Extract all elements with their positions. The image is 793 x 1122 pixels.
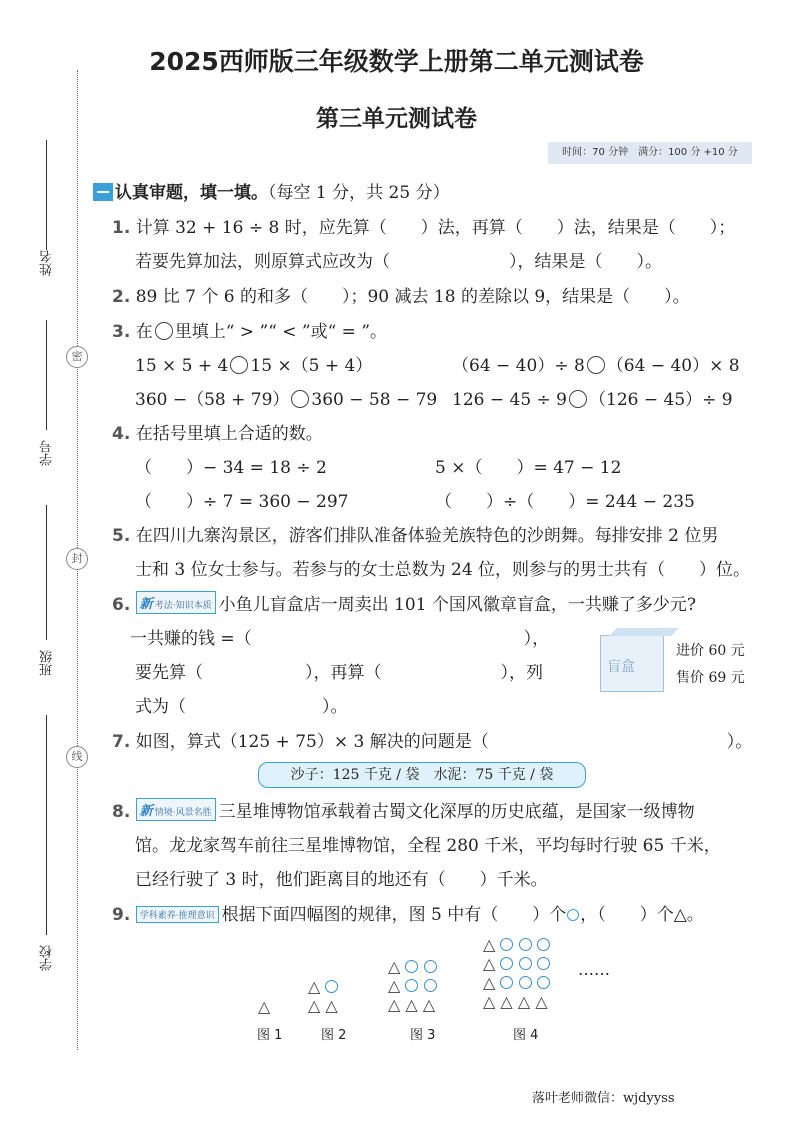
circle-icon — [519, 938, 532, 951]
student-id-underline — [46, 320, 47, 430]
small-circle-icon — [567, 909, 579, 921]
seal-feng: 封 — [66, 548, 88, 570]
fill-item-d: （ ）÷（ ）= 244 − 235 — [435, 492, 695, 512]
fill-item-b: 5 ×（ ）= 47 − 12 — [435, 458, 622, 478]
circle-icon — [519, 957, 532, 970]
materials-bar: 沙子：125 千克 / 袋 水泥：75 千克 / 袋 — [258, 762, 586, 788]
footer-contact: 落叶老师微信：wjdyyss — [532, 1091, 675, 1106]
question-number: 9. — [112, 905, 131, 925]
question-number: 2. — [112, 287, 131, 307]
figure-1 — [258, 997, 270, 1016]
triangle-icon: △ — [258, 997, 271, 1016]
compare-circle-icon — [155, 322, 173, 340]
triangle-icon: △ — [388, 957, 401, 976]
figure-4 — [483, 935, 550, 1011]
name-underline — [46, 140, 47, 250]
question-text: 小鱼儿盲盒店一周卖出 101 个国风徽章盲盒，一共赚了多少元? — [218, 595, 696, 615]
question-6-line-2: 一共赚的钱 =（ ）， — [130, 629, 550, 649]
question-text: 在括号里填上合适的数。 — [135, 424, 323, 444]
circle-icon — [537, 957, 550, 970]
triangle-icon: △ — [308, 977, 321, 996]
expr-right: 15 ×（5 + 4） — [250, 356, 373, 376]
figure-3 — [388, 957, 437, 1014]
figure-caption-3: 图 3 — [410, 1028, 436, 1043]
expr-left: 15 × 5 + 4 — [135, 356, 229, 376]
question-4 — [112, 419, 323, 444]
triangle-icon: △ — [388, 976, 401, 995]
figure-ellipsis: …… — [578, 960, 610, 979]
name-label: 姓名 — [40, 250, 55, 276]
circle-icon — [424, 960, 437, 973]
question-6 — [112, 590, 696, 615]
blind-box-image — [600, 635, 664, 692]
circle-icon — [325, 980, 338, 993]
answer-circle[interactable] — [569, 390, 587, 408]
question-tag: 学科素养·推理意识 — [136, 906, 219, 923]
expr-right: （64 − 40）× 8 — [606, 356, 740, 376]
expr-left: （64 − 40）÷ 8 — [452, 356, 585, 376]
circle-icon — [405, 960, 418, 973]
class-underline — [46, 505, 47, 640]
question-8 — [112, 797, 695, 822]
triangle-icon: △ — [405, 995, 418, 1014]
question-7 — [112, 727, 752, 752]
compare-item-c — [135, 385, 437, 410]
time-info: 时间：70 分钟 满分：100 分 +10 分 — [548, 142, 752, 164]
triangle-icon: △ — [388, 995, 401, 1014]
circle-icon — [537, 976, 550, 989]
tag-label: 考法·知识本质 — [154, 601, 212, 611]
question-text: 计算 32 + 16 ÷ 8 时，应先算（ ）法，再算（ ）法，结果是（ ）； — [135, 218, 736, 238]
question-text: 里填上“ > ”“ < ”或“ = ”。 — [174, 322, 388, 342]
question-9 — [112, 900, 704, 925]
page-title: 2025西师版三年级数学上册第二单元测试卷 — [149, 47, 644, 76]
question-text: 在四川九寨沟景区，游客们排队准备体验羌族特色的沙朗舞。每排安排 2 位男 — [135, 526, 719, 546]
circle-icon — [537, 938, 550, 951]
circle-icon — [500, 957, 513, 970]
triangle-icon: △ — [483, 992, 496, 1011]
question-number: 6. — [112, 595, 131, 615]
triangle-icon: △ — [535, 992, 548, 1011]
student-id-label: 学号 — [40, 440, 55, 466]
answer-circle[interactable] — [230, 356, 248, 374]
circle-icon — [500, 976, 513, 989]
circle-icon — [500, 938, 513, 951]
fill-item-a: （ ）− 34 = 18 ÷ 2 — [135, 458, 327, 478]
section-title: 认真审题，填一填。 — [115, 183, 268, 203]
new-icon: 新 — [139, 597, 153, 612]
answer-circle[interactable] — [587, 356, 605, 374]
question-number: 1. — [112, 218, 131, 238]
triangle-icon: △ — [308, 996, 321, 1015]
school-underline — [46, 715, 47, 935]
seal-xian: 线 — [66, 746, 88, 768]
expr-right: 360 − 58 − 79 — [311, 390, 438, 410]
triangle-icon: △ — [500, 992, 513, 1011]
section-note: （每空 1 分，共 25 分） — [268, 183, 450, 203]
question-text: 在 — [135, 322, 153, 342]
sell-price: 售价 69 元 — [676, 670, 745, 686]
compare-item-d — [452, 385, 733, 410]
tag-label: 情境·风景名胜 — [154, 808, 212, 818]
question-text: 89 比 7 个 6 的和多（ ）；90 减去 18 的差除以 9，结果是（ ）。 — [135, 287, 690, 307]
triangle-icon: △ — [483, 973, 496, 992]
compare-item-b — [452, 351, 740, 376]
circle-icon — [424, 979, 437, 992]
compare-item-a — [135, 351, 372, 376]
blind-box-label: 盲盒 — [607, 659, 635, 675]
question-text: 如图，算式（125 + 75）× 3 解决的问题是（ ）。 — [135, 732, 753, 752]
figure-caption-1: 图 1 — [257, 1028, 283, 1043]
fill-item-c: （ ）÷ 7 = 360 − 297 — [135, 492, 349, 512]
question-text: 三星堆博物馆承载着古蜀文化深厚的历史底蕴，是国家一级博物 — [218, 802, 695, 822]
question-number: 3. — [112, 322, 131, 342]
circle-icon — [519, 976, 532, 989]
figure-caption-2: 图 2 — [321, 1028, 347, 1043]
question-6-line-3: 要先算（ ），再算（ ），列 — [135, 663, 543, 683]
question-tag — [136, 591, 216, 614]
triangle-icon: △ — [325, 996, 338, 1015]
question-1 — [112, 213, 735, 238]
triangle-icon: △ — [483, 954, 496, 973]
question-text: 根据下面四幅图的规律，图 5 中有（ ）个 — [221, 905, 567, 925]
answer-circle[interactable] — [291, 390, 309, 408]
triangle-icon: △ — [483, 935, 496, 954]
question-2 — [112, 282, 690, 307]
question-number: 5. — [112, 526, 131, 546]
question-number: 7. — [112, 732, 131, 752]
seal-mi: 密 — [66, 346, 88, 368]
question-8-line-3: 已经行驶了 3 时，他们距离目的地还有（ ）千米。 — [135, 870, 548, 890]
expr-right: （126 − 45）÷ 9 — [589, 390, 733, 410]
buy-price: 进价 60 元 — [676, 643, 745, 659]
question-text: ，（ ）个△。 — [580, 905, 704, 925]
class-label: 班级 — [40, 650, 55, 676]
question-5-line-2: 士和 3 位女士参与。若参与的女士总数为 24 位，则参与的男士共有（ ）位。 — [135, 560, 751, 580]
figure-2 — [308, 977, 338, 1015]
school-label: 学校 — [40, 945, 55, 971]
page-subtitle: 第三单元测试卷 — [316, 106, 477, 132]
question-6-line-4: 式为（ ）。 — [135, 697, 348, 717]
question-number: 8. — [112, 802, 131, 822]
question-8-line-2: 馆。龙龙家驾车前往三星堆博物馆，全程 280 千米，平均每时行驶 65 千米， — [135, 836, 721, 856]
question-5 — [112, 521, 718, 546]
question-1-line-2: 若要先算加法，则原算式应改为（ ），结果是（ ）。 — [135, 252, 662, 272]
question-tag — [136, 798, 216, 821]
expr-left: 126 − 45 ÷ 9 — [452, 390, 567, 410]
expr-left: 360 −（58 + 79） — [135, 390, 290, 410]
circle-icon — [405, 979, 418, 992]
question-number: 4. — [112, 424, 131, 444]
section-header — [93, 178, 450, 203]
figure-caption-4: 图 4 — [513, 1028, 539, 1043]
triangle-icon: △ — [517, 992, 531, 1011]
section-one-icon — [93, 183, 113, 201]
new-icon: 新 — [139, 804, 153, 819]
question-3 — [112, 317, 387, 342]
triangle-icon: △ — [422, 995, 436, 1014]
